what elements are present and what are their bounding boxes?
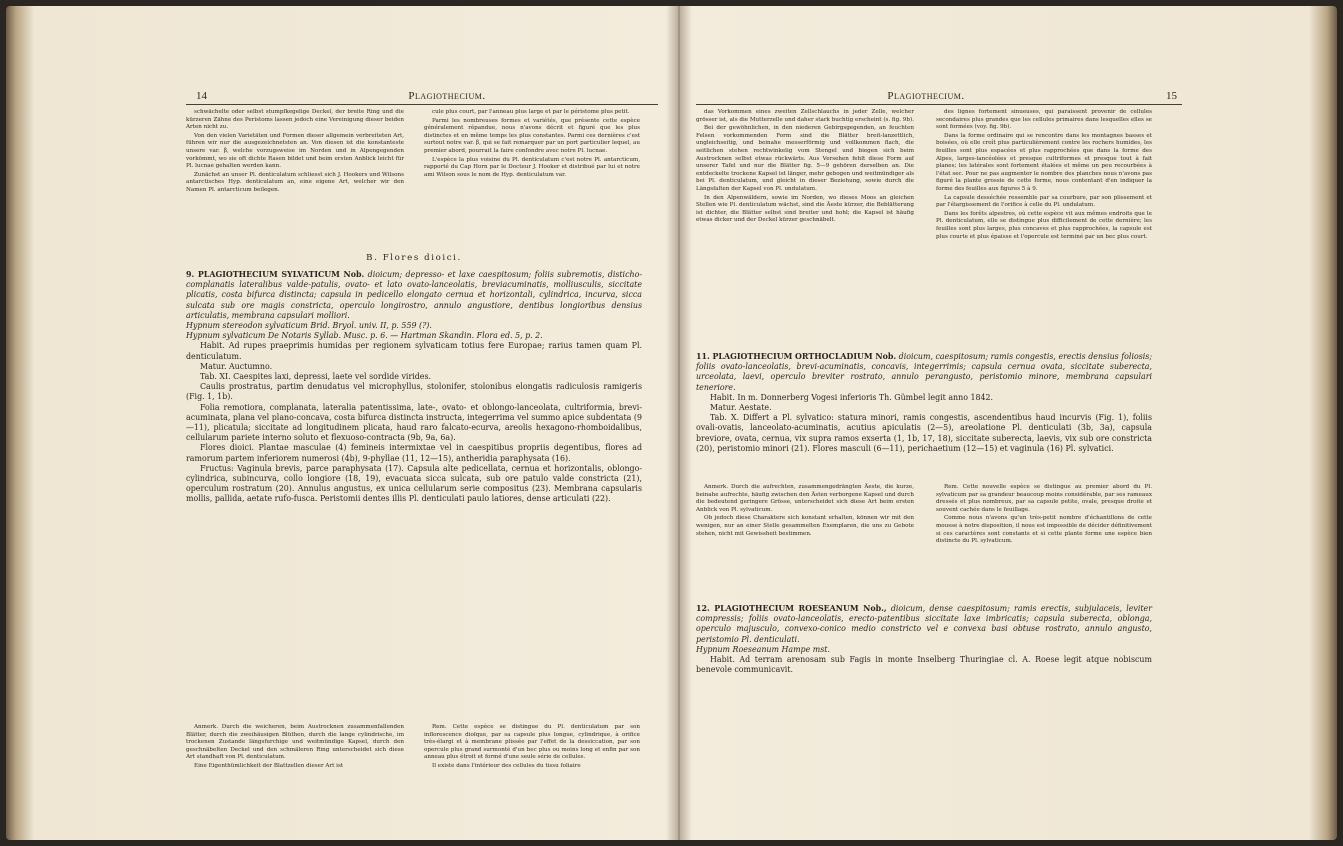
top-two-columns	[696, 109, 1316, 334]
species-12-text	[696, 604, 1152, 675]
paragraph: Zunächst an unser Pl. denticulatum schliesst sich J. Hookers und Wilsons antarctisches Hyp. denticulatum an, eine eigene Art, welcher wir den Namen Pl. antarcticum beilegen.	[186, 171, 404, 193]
paragraph: Anmerk. Durch die aufrechten, zusammengedrängten Äeste, die kurze, beinahe aufrechte, häufig zwischen den Ästen verborgene Kapsel und durch die bedeutend geringere Grösse, unterscheidet sich diese Art beim ersten Anblick von Pl. sylvaticum.	[696, 484, 914, 513]
paragraph: L'espèce la plus voisine du Pl. denticulatum c'est notre Pl. antarcticum, rapporté du Cap Horn par le Docteur J. Hooker et distribué par lui et notre ami Wilson sous le nom de Hyp. denticulatum var.	[424, 156, 640, 178]
synonym: Hypnum stereodon sylvaticum Brid. Bryol. univ. II, p. 559 (?).	[186, 321, 432, 331]
body-paragraph: Flores dioici. Plantae masculae (4) femineis intermixtae vel in caespitibus propriis degentibus, flores ad ramorum partem inferiorem numerosi (4b), 9-phyllae (11, 12—15), antheridia paraphysata (16).	[186, 443, 642, 463]
paragraph: cule plus court, par l'anneau plus large et par le péristome plus petit.	[432, 109, 630, 115]
page-number: 15	[1166, 90, 1177, 102]
paragraph: Eine Eigenthümlichkeit der Blattzellen dieser Art ist	[194, 762, 344, 769]
top-two-columns	[186, 109, 658, 249]
paragraph: Dans les forêts alpestres, où cette espèce vit aux mêmes endroits que le Pl. denticulatum, elle se distingue plus difficilement de cette dernière; les feuilles sont plus larges, plus concaves et plus rapprochées, la capsule est plus courte et plus épaisse et l'opercule est terminé par un bec plus court.	[936, 210, 1152, 240]
paragraph: Dans la forme ordinaire qui se rencontre dans les montagnes basses et boisées, où elle croît plus particulièrement contre les rochers humides, les feuilles sont plus espacées et plus rapprochées que dans la forme des Alpes, larges-lancéolées et presque cultriformes et presque tout à fait planes; les latérales sont fortement étalées et même un peu recourbées à l'état sec. Pour ne pas augmenter le nombre des planches nous n'avons pas figuré la plante grossie de cette forme, nous contentant d'en indiquer la forme des feuilles aux figures 5 à 9.	[936, 132, 1152, 192]
book-gutter	[666, 6, 692, 840]
paragraph: Anmerk. Durch die weicheren, beim Austrocknen zusammenfallenden Blätter, durch die zweihäusigen Blüthen, durch die lange cylindrische, im trockenen Zustande längsfurchige und weitmündige Kapsel, durch den geschnäbelten Deckel und den schmäleren Ring unterscheidet sich diese Art standhaft von Pl. denticulatum.	[186, 724, 404, 761]
german-note-column	[696, 484, 914, 539]
section-heading: B. Flores dioici.	[366, 253, 462, 263]
german-note-column	[186, 724, 404, 772]
species-11-text	[696, 352, 1152, 454]
bottom-two-columns	[186, 724, 658, 814]
paragraph: des lignes fortement sinueuses, qui paraissent provenir de cellules secondaires plus grandes que les cellules primaires dans lesquelles elles se sont formées (voy. fig. 9b).	[936, 109, 1152, 131]
paragraph: Rem. Cette espèce se distingue du Pl. denticulatum par son inflorescence dioïque, par sa capsule plus longue, cylindrique, à orifice très-élargi et à membrane plissée par l'effet de la dessiccation, par son opercule plus grand surmonté d'un bec plus ou moins long et enfin par son anneau plus étroit et formé d'une seule série de cellules.	[424, 724, 640, 761]
running-title: Plagiothecium.	[887, 90, 965, 102]
paragraph: Ob jedoch diese Charaktere sich konstant erhalten, können wir mit den wenigen, nur an einer Stelle gesammelten Exemplaren, die uns zu Gebote stehen, nicht mit Gewissheit bestimmen.	[696, 515, 914, 537]
paragraph: Il existe dans l'intérieur des cellules du tissu foliaire	[432, 762, 581, 769]
paragraph: Bei der gewöhnlichen, in den niederen Gebirgsgegenden, an feuchten Felsen vorkommenden Form sind die Blätter breit-lanzettlich, ungleichseitig, und beinahe messerförmig und vollkommen flach, die seitlichen stehen rechtwinkelig vom Stengel und biegen sich beim Austrocknen selbst etwas rückwärts. Aus Versehen fehlt diese Form auf unserer Tafel und nur die Blätter fig. 5—9 gehören derselben an. Die entdeckelte trockene Kapsel ist länger, mehr gebogen und weitmündiger als bei Pl. denticulatum, und gleicht in dieser Beziehung, sowie durch die Längsfalten der Kapsel von Pl. undulatum.	[696, 125, 914, 192]
french-column	[424, 109, 640, 180]
paragraph: In den Alpenwäldern, sowie im Norden, wo dieses Moos an gleichen Stellen wie Pl. denticulatum wächst, sind die Äeste kürzer, die Beblätterung ist dichter, die Blätter selbst sind breiter und hohl; die Kapsel ist häufig etwas dicker und der Deckel kürzer geschnäbelt.	[696, 194, 914, 224]
diagnosis: dioicum, caespitosum; ramis congestis, erectis densius foliosis; foliis ovato-lanceolatis, brevi-acuminatis, concavis, integerrimis; capsula cernua ovata, siccitate suberecta, urceolata, laevi, operculo breviter rostrato, annulo perangusto, peristomio minore, membrana capsulari teneriore.	[696, 352, 1152, 392]
open-book-scan	[6, 6, 1337, 840]
body-paragraph: Fructus: Vaginula brevis, parce paraphysata (17). Capsula alte pedicellata, cernua et horizontalis, oblongo-cylindrica, subincurva, collo longiore (18, 19), evacuata sicca sulcata, sub ore patulo valde constricta (21), operculum rostratum (20). Annulus angustus, ex unica cellularum serie compositus (23). Membrana capsularis mollis, pallida, aetate rufo-fusca. Peristomii dentes illis Pl. denticulati paulo latiores, dense articulati (22).	[186, 463, 642, 504]
paragraph: Comme nous n'avons qu'un très-petit nombre d'échantillons de cette mousse à notre disposition, il nous est impossible de décider définitivement si ces caractères sont constants et si cette plante forme une espèce bien distincte du Pl. sylvaticum.	[936, 515, 1152, 545]
body-paragraph: Tab. X. Differt a Pl. sylvatico: statura minori, ramis congestis, ascendentibus haud incurvis (Fig. 1), foliis ovali-ovatis, lanceolato-acuminatis, acutius apiculatis (2—5), areolatione Pl. denticulati (3b, 3a), capsula breviore, ovata, cernua, vix supra ramos exserta (1, 1b, 17, 18), siccitate suberecta, laevis, vix sub ore constricta (20), peristomio minori (21). Flores masculi (6—11), perichaetium (12—15) et vaginula (16) Pl. sylvatici.	[696, 413, 1152, 453]
paragraph: Von den vielen Varietäten und Formen dieser allgemein verbreiteten Art, führen wir nur die ausgezeichnetsten an. Von diesen ist die konstanteste unsere var. β, welche vorzugsweise im Norden und in Alpengegenden vorkömmt, wo sie oft dichte Rasen bildet und beim ersten Anblick leicht für Pl. lucnae gehalten werden kann.	[186, 132, 404, 170]
diagnosis: dioicum; depresso- et laxe caespitosum; foliis subremotis, disticho-complanatis lateralibus valde-patulis, ovato- et lato ovato-lanceolatis, breviacuminatis, molliusculis, siccitate plicatis, costa bifurca distincta; capsula in pedicello elongato cernua et horizontali, cylindrica, incurva, sicca sulcata sub ore magis constricta, operculo longirostro, annulo angustiore, dentibus longioribus densius articulatis, membrana capsulari molliori.	[186, 270, 642, 320]
body-paragraph: Folia remotiora, complanata, lateralia patentissima, late-, ovato- et oblongo-lanceolata, cultriformia, brevi-acuminata, plana vel plano-concava, costa bifurca distincta instructa, integerrima vel summo apice subdentata (9—11), plicatula; siccitate ad longitudinem plicata, haud raro falcato-ecurva, areolis hexagono-rhomboidalibus, cellularum pariete interno soluto et flexuoso-contracta (9b, 9a, 6a).	[186, 402, 642, 443]
maturity: Matur. Auctumno.	[200, 361, 273, 371]
right-running-head	[696, 90, 1316, 104]
running-title: Plagiothecium.	[408, 90, 486, 102]
paragraph: Parmi les nombreuses formes et variétés, que présente cette espèce généralement répandue, nous n'avons décrit et figuré que les plus distinctes et en même temps les plus constantes. Parmi ces dernières c'est surtout notre var. β, qui se fait remarquer par un port particulier lequel, au premier abord, pourrait la faire confondre avec notre Pl. lucnae.	[424, 117, 640, 154]
species-heading: 9. PLAGIOTHECIUM SYLVATICUM Nob.	[186, 270, 365, 279]
species-11-notes	[696, 484, 1316, 594]
habitat: Habit. Ad rupes praeprimis humidas per regionem sylvaticam totius fere Europae; rarius tamen quam Pl. denticulatum.	[186, 341, 642, 361]
french-note-column	[936, 484, 1152, 547]
german-column	[696, 109, 914, 226]
german-column	[186, 109, 404, 196]
page-number: 14	[196, 90, 207, 102]
species-9-text	[186, 270, 642, 505]
diagnosis: dioicum, dense caespitosum; ramis erectis, subjulaceis, leviter compressis; foliis ovato-lanceolatis, erecto-patentibus siccitate laxe imbricatis; capsula suberecta, oblonga, operculo majusculo, convexo-conico medio constricto vel e convexa basi obtuse rostrato, annulo angusto, peristomio Pl. denticulati.	[696, 604, 1152, 644]
species-heading: 12. PLAGIOTHECIUM ROESEANUM Nob.,	[696, 604, 887, 613]
body-paragraph: Tab. XI. Caespites laxi, depressi, laete vel sordide virides.	[200, 372, 432, 382]
species-heading: 11. PLAGIOTHECIUM ORTHOCLADIUM Nob.	[696, 352, 897, 361]
maturity: Matur. Aestate.	[710, 403, 772, 413]
habitat: Habit. Ad terram arenosam sub Fagis in monte Inselberg Thuringiae cl. A. Roese legit atque nobiscum benevole communicavit.	[696, 655, 1152, 675]
body-paragraph: Caulis prostratus, partim denudatus vel microphyllus, stolonifer, stolonibus elongatis radiculosis ramigeris (Fig. 1, 1b).	[186, 382, 642, 402]
left-running-head	[36, 90, 658, 104]
french-note-column	[424, 724, 640, 772]
paragraph: Rem. Cette nouvelle espèce se distingue au premier abord du Pl. sylvaticum par sa grandeur beaucoup moins considérable, par ses rameaux dressés et plus nombreux, par sa capsule petite, ovale, presque droite et souvent cachée dans le feuillage.	[936, 484, 1152, 513]
left-page	[36, 6, 658, 840]
paragraph: La capsule desséchée ressemble par sa courbure, par son plissement et par l'élargissement de l'orifice à celle du Pl. undulatum.	[936, 194, 1152, 209]
habitat: Habit. In m. Donnerberg Vogesi inferioris Th. Gümbel legit anno 1842.	[710, 392, 994, 402]
paragraph: das Vorkommen eines zweiten Zellschlauchs in jeder Zelle, welcher grösser ist, als die Mutterzelle und daher stark buchtig erscheint (s. fig. 9b).	[696, 109, 914, 123]
synonym: Hypnum Roeseanum Hampe mst.	[696, 644, 830, 654]
synonym: Hypnum sylvaticum De Notaris Syllab. Musc. p. 6. — Hartman Skandin. Flora ed. 5, p. 2.	[186, 331, 543, 341]
paragraph: schwächelte oder selbst stumpfkegelige Deckel, der breite Ring und die kürzeren Zähne des Peristoms lassen jedoch eine Vereinigung dieser beiden Arten nicht zu.	[186, 109, 404, 131]
head-rule	[696, 104, 1182, 105]
right-page	[696, 6, 1316, 840]
french-column	[936, 109, 1152, 242]
head-rule	[186, 104, 658, 105]
